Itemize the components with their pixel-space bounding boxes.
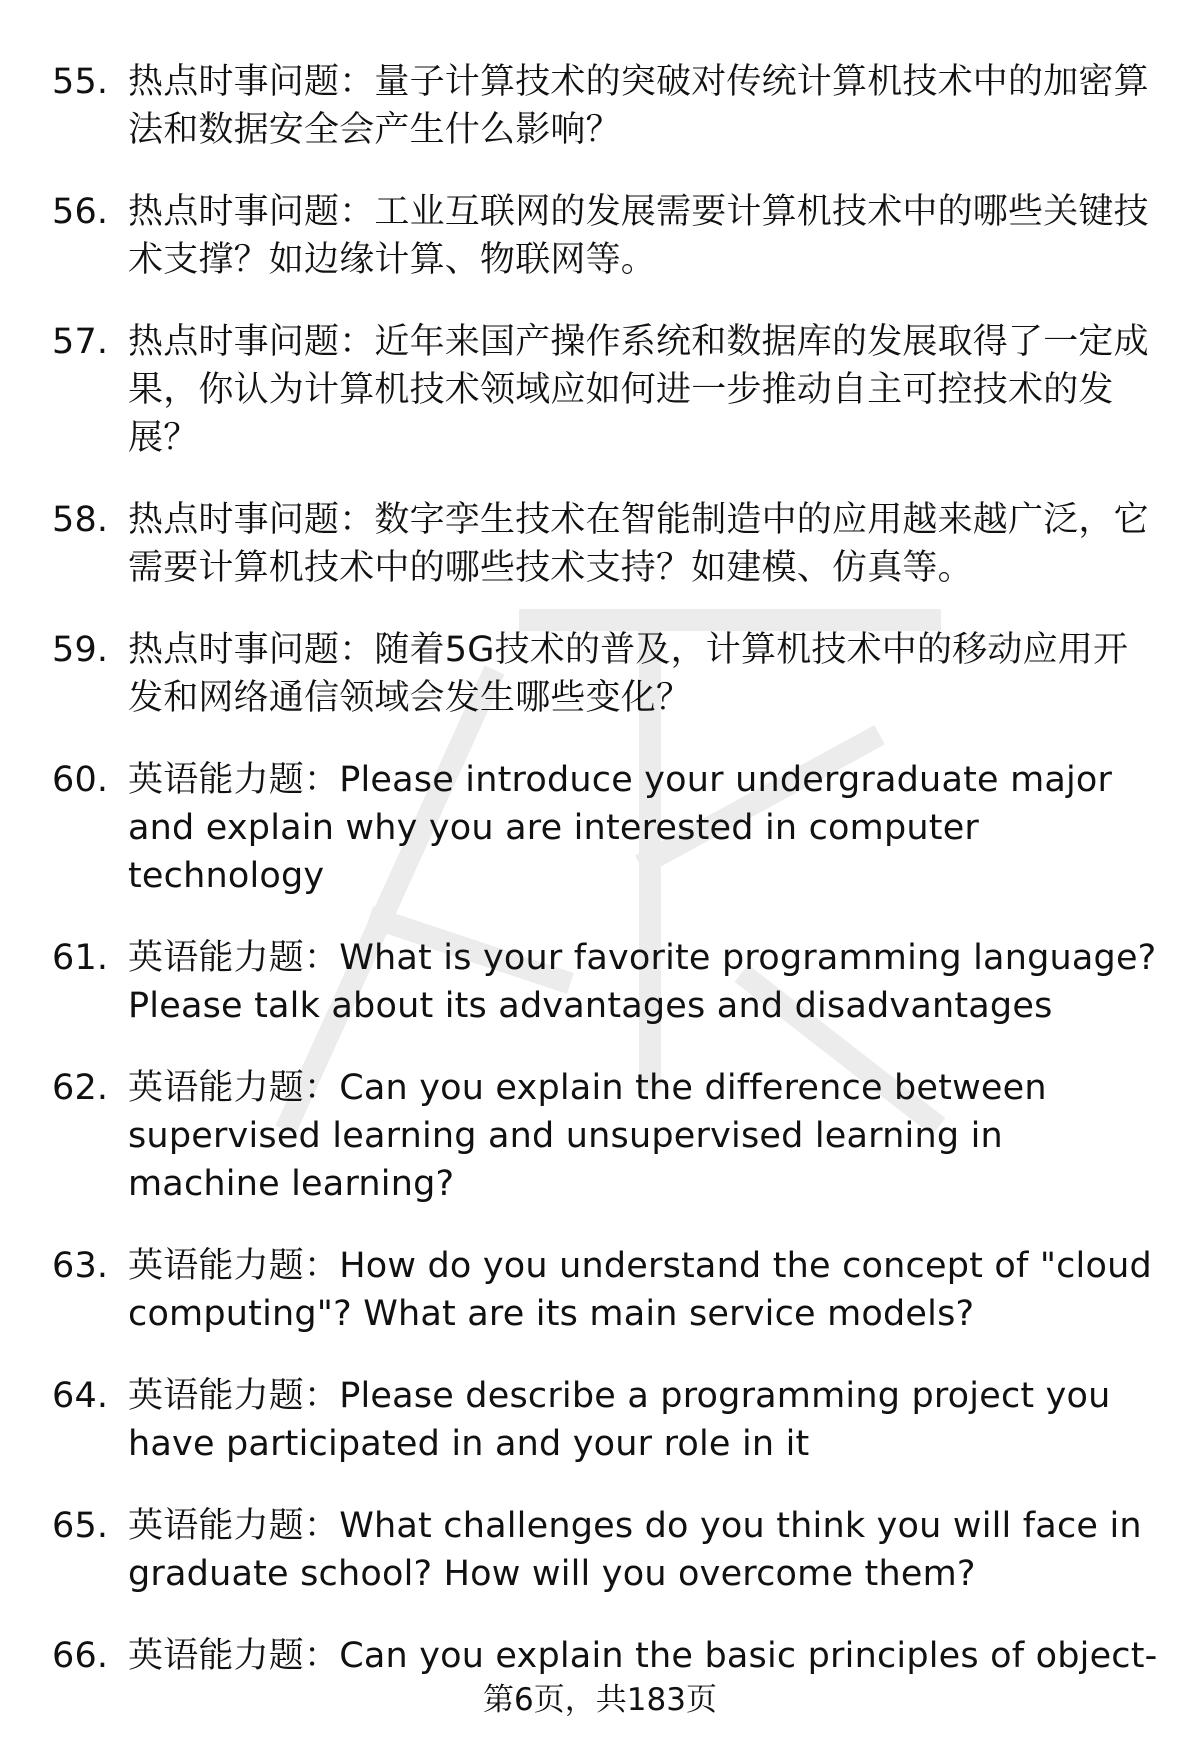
question-item xyxy=(52,188,1162,284)
question-text: 热点时事问题：近年来国产操作系统和数据库的发展取得了一定成果，你认为计算机技术领域应如何进一步推动自主可控技术的发展？ xyxy=(128,322,1149,458)
question-text: 英语能力题：What challenges do you think you will face in graduate school? How will you overcome them? xyxy=(128,1506,1142,1594)
question-number: 66. xyxy=(52,1636,109,1676)
question-item xyxy=(52,1242,1162,1338)
question-number: 64. xyxy=(52,1376,109,1416)
question-number: 58. xyxy=(52,500,109,540)
question-number: 65. xyxy=(52,1506,109,1546)
question-number: 63. xyxy=(52,1246,109,1286)
question-text: 热点时事问题：数字孪生技术在智能制造中的应用越来越广泛，它需要计算机技术中的哪些技术支持？如建模、仿真等。 xyxy=(128,500,1149,588)
page-number-footer: 第6页，共183页 xyxy=(483,1682,717,1718)
question-number: 55. xyxy=(52,62,109,102)
question-item xyxy=(52,626,1162,722)
question-number: 59. xyxy=(52,630,109,670)
question-item xyxy=(52,1372,1162,1468)
question-list xyxy=(52,58,1162,1714)
question-item xyxy=(52,1064,1162,1208)
question-item xyxy=(52,58,1162,154)
question-text: 英语能力题：Can you explain the basic principles of object- xyxy=(128,1636,1158,1676)
question-item xyxy=(52,1502,1162,1598)
question-number: 57. xyxy=(52,322,109,362)
question-number: 61. xyxy=(52,938,109,978)
question-number: 60. xyxy=(52,760,109,800)
question-text: 英语能力题：How do you understand the concept of "cloud computing"? What are its main service models? xyxy=(128,1246,1152,1334)
question-item xyxy=(52,318,1162,462)
question-text: 英语能力题：Can you explain the difference between supervised learning and unsupervised learning in machine learning? xyxy=(128,1068,1047,1204)
question-text: 英语能力题：Please describe a programming project you have participated in and your role in it xyxy=(128,1376,1111,1464)
question-text: 热点时事问题：随着5G技术的普及，计算机技术中的移动应用开发和网络通信领域会发生哪些变化？ xyxy=(128,630,1129,718)
question-item xyxy=(52,934,1162,1030)
question-number: 62. xyxy=(52,1068,109,1108)
question-text: 热点时事问题：量子计算技术的突破对传统计算机技术中的加密算法和数据安全会产生什么影响？ xyxy=(128,62,1149,150)
question-number: 56. xyxy=(52,192,109,232)
question-text: 热点时事问题：工业互联网的发展需要计算机技术中的哪些关键技术支撑？如边缘计算、物联网等。 xyxy=(128,192,1149,280)
question-item xyxy=(52,756,1162,900)
question-text: 英语能力题：What is your favorite programming language? Please talk about its advantages and disadvantages xyxy=(128,938,1157,1026)
question-item xyxy=(52,1632,1162,1680)
question-item xyxy=(52,496,1162,592)
question-text: 英语能力题：Please introduce your undergraduate major and explain why you are interested in computer technology xyxy=(128,760,1113,896)
